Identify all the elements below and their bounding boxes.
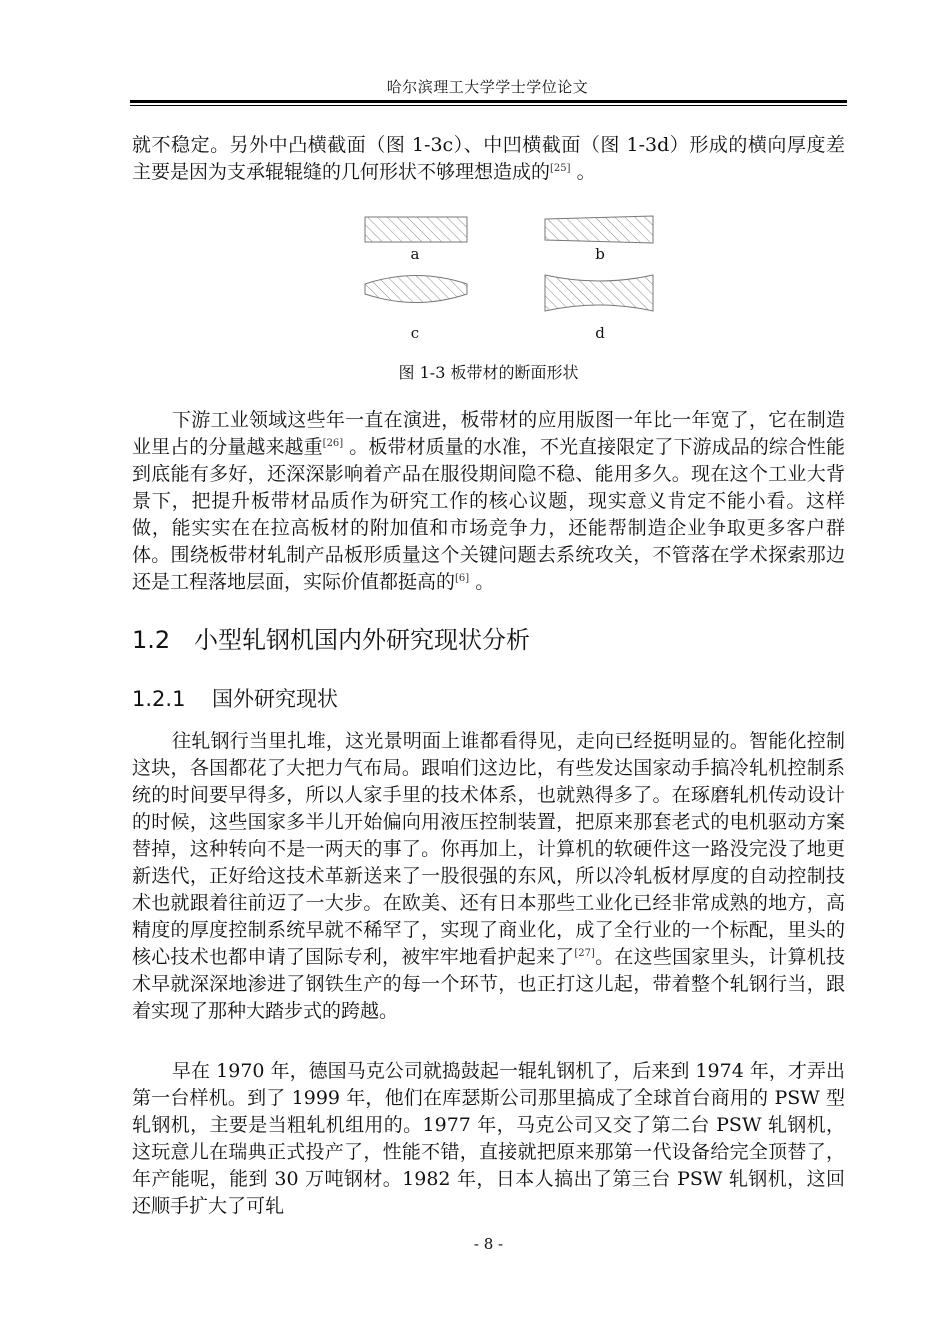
paragraph-3 — [132, 728, 845, 1025]
paragraph-3-text-2: 。在这些国家里头，计算机技术早就深深地渗进了钢铁生产的每一个环节，也正打这儿起，带着整个轧钢行当，跟着实现了那种大踏步式的跨越。 — [132, 946, 845, 1022]
paragraph-2-tail: 。 — [469, 571, 495, 593]
section-heading — [132, 620, 530, 655]
running-header: 哈尔滨理工大学学士学位论文 — [386, 78, 589, 96]
section-c-convex — [365, 276, 467, 303]
citation-26: [26] — [322, 438, 344, 449]
section-title: 小型轧钢机国内外研究现状分析 — [194, 626, 530, 654]
subsection-number: 1.2.1 — [132, 687, 186, 711]
paragraph-2-text-1: 下游工业领域这些年一直在演进，板带材的应用版图一年比一年宽了，它在制造业里占的分量越来越重 — [132, 409, 845, 458]
figure-label-a: a — [410, 245, 420, 263]
paragraph-1 — [132, 132, 845, 186]
paragraph-2 — [132, 407, 845, 596]
citation-25: [25] — [550, 163, 571, 174]
figure-label-b: b — [595, 245, 605, 263]
paragraph-4: 早在 1970 年，德国马克公司就捣鼓起一辊轧钢机了，后来到 1974 年，才弄出第一台样机。到了 1999 年，他们在库瑟斯公司那里搞成了全球首台商用的 PSW 型轧钢机，主要是当粗轧机组用的。1977 年，马克公司又交了第二台 PSW 轧钢机，这玩意儿在瑞典正式投产了，性能不错，直接就把原来那第一代设备给完全顶替了，年产能呢，能到 30 万吨钢材。1982 年，日本人搞出了第三台 PSW 轧钢机，这回还顺手扩大了可轧 — [132, 1060, 845, 1217]
citation-6: [6] — [455, 573, 470, 584]
figure-label-d: d — [595, 324, 605, 342]
section-d-concave — [545, 275, 653, 311]
paragraph-3-text-1: 往轧钢行当里扎堆，这光景明面上谁都看得见，走向已经挺明显的。智能化控制这块，各国都花了大把力气布局。跟咱们这边比，有些发达国家动手搞冷轧机控制系统的时间要早得多，所以人家手里的技术体系，也就熟得多了。在琢磨轧机传动设计的时候，这些国家多半儿开始偏向用液压控制装置，把原来那套老式的电机驱动方案替掉，这种转向不是一两天的事了。你再加上，计算机的软硬件这一路没完没了地更新迭代，正好给这技术革新送来了一股很强的东风，所以冷轧板材厚度的自动控制技术也就跟着往前迈了一大步。在欧美、还有日本那些工业化已经非常成熟的地方，高精度的厚度控制系统早就不稀罕了，实现了商业化，成了全行业的一个标配，里头的核心技术也都申请了国际专利，被牢牢地看护起来了 — [132, 730, 845, 968]
figure-label-c: c — [410, 324, 420, 342]
paragraph-1-tail: 。 — [570, 161, 596, 183]
subsection-title: 国外研究现状 — [212, 687, 338, 711]
page-number: - 8 - — [473, 1235, 504, 1253]
header-rule-thin — [130, 105, 847, 106]
section-b-wedge — [545, 216, 653, 243]
paragraph-2-text-2: 。板带材质量的水准，不光直接限定了下游成品的综合性能到底能有多好，还深深影响着产品在服役期间隐不稳、能用多久。现在这个工业大背景下，把提升板带材品质作为研究工作的核心议题，现实意义肯定不能小看。这样做，能实实在在拉高板材的附加值和市场竞争力，还能帮制造企业争取更多客户群体。围绕板带材轧制产品板形质量这个关键问题去系统攻关，不管落在学术探索那边还是工程落地层面，实际价值都挺高的 — [132, 436, 845, 593]
paragraph-1-text: 就不稳定。另外中凸横截面（图 1-3c）、中凹横截面（图 1-3d）形成的横向厚度差主要是因为支承辊辊缝的几何形状不够理想造成的 — [132, 134, 845, 183]
section-number: 1.2 — [132, 626, 171, 654]
figure-caption: 图 1-3 板带材的断面形状 — [398, 363, 579, 382]
section-a-rectangle — [365, 217, 467, 242]
citation-27: [27] — [574, 948, 595, 959]
subsection-heading — [132, 683, 338, 713]
header-rule-thick — [130, 100, 847, 103]
